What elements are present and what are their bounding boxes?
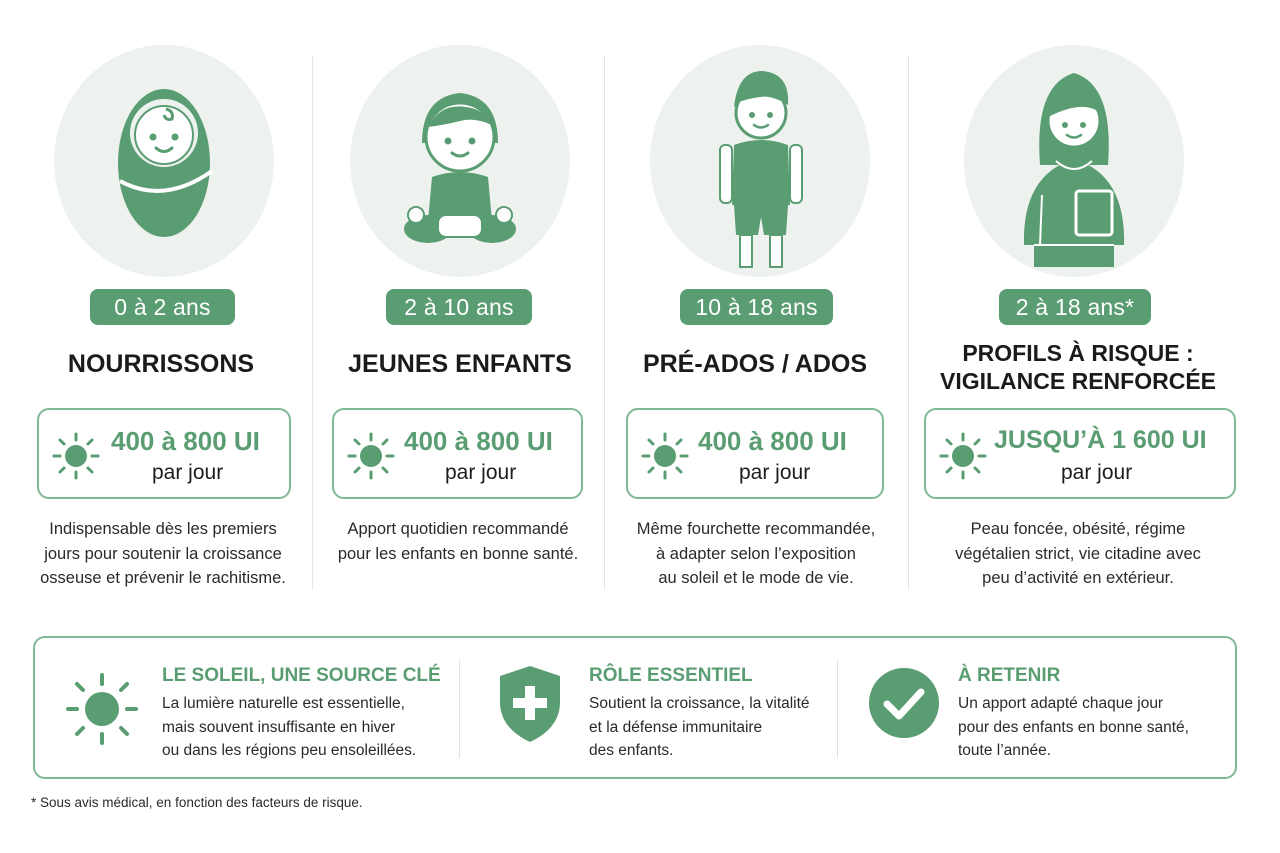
check-circle-icon bbox=[868, 667, 940, 739]
info-line: et la défense immunitaire bbox=[589, 718, 763, 736]
dose-unit: par jour bbox=[445, 461, 517, 484]
shield-plus-icon bbox=[498, 664, 562, 744]
info-line: Soutient la croissance, la vitalité bbox=[589, 695, 810, 712]
dose-unit: par jour bbox=[1061, 461, 1133, 484]
column-divider bbox=[604, 56, 605, 590]
column-divider bbox=[908, 56, 909, 590]
age-badge: 10 à 18 ans bbox=[680, 289, 833, 325]
teen-boy-backpack-icon bbox=[650, 45, 870, 277]
dose-box bbox=[37, 408, 291, 499]
dose-value: 400 à 800 UI bbox=[698, 426, 847, 456]
dose-unit: par jour bbox=[739, 461, 811, 484]
description-line: végétalien strict, vie citadine avec bbox=[955, 544, 1201, 563]
info-line: mais souvent insuffisante en hiver bbox=[162, 718, 396, 736]
sitting-toddler-icon bbox=[350, 45, 570, 277]
info-panel bbox=[33, 636, 1237, 779]
group-infants bbox=[30, 0, 300, 600]
info-line: ou dans les régions peu ensoleillées. bbox=[162, 742, 417, 759]
description-line: Peau foncée, obésité, régime bbox=[970, 520, 1186, 538]
group-description bbox=[30, 517, 296, 591]
info-text bbox=[589, 692, 829, 763]
description-line: Même fourchette recommandée, bbox=[636, 520, 876, 538]
group-title-line: VIGILANCE RENFORCÉE bbox=[939, 368, 1217, 394]
sun-icon bbox=[641, 432, 689, 480]
footnote: * Sous avis médical, en fonction des facteurs de risque. bbox=[31, 795, 363, 810]
sun-icon bbox=[347, 432, 395, 480]
info-sun bbox=[35, 638, 459, 777]
illustration-circle bbox=[54, 45, 274, 277]
dose-value: 400 à 800 UI bbox=[404, 426, 553, 456]
group-young-children bbox=[322, 0, 592, 600]
group-description bbox=[322, 517, 594, 566]
info-text bbox=[958, 692, 1228, 763]
info-role bbox=[460, 638, 837, 777]
info-heading: RÔLE ESSENTIEL bbox=[589, 665, 753, 686]
info-text bbox=[162, 692, 452, 763]
group-at-risk bbox=[920, 0, 1250, 600]
dose-unit: par jour bbox=[152, 461, 224, 484]
info-line: toute l’année. bbox=[958, 742, 1052, 759]
description-line: au soleil et le mode de vie. bbox=[658, 569, 854, 587]
group-title bbox=[322, 350, 598, 378]
age-badge: 2 à 18 ans* bbox=[999, 289, 1151, 325]
dose-box bbox=[626, 408, 884, 499]
group-title-line: PRÉ-ADOS / ADOS bbox=[642, 350, 868, 378]
swaddled-baby-icon bbox=[54, 45, 274, 277]
illustration-circle bbox=[350, 45, 570, 277]
illustration-circle bbox=[650, 45, 870, 277]
dose-value: JUSQU’À 1 600 UI bbox=[994, 426, 1207, 454]
sun-icon bbox=[65, 672, 139, 746]
description-line: à adapter selon l’exposition bbox=[656, 544, 856, 563]
sun-icon bbox=[52, 432, 100, 480]
info-line: des enfants. bbox=[589, 742, 674, 759]
dose-box bbox=[924, 408, 1236, 499]
group-title bbox=[30, 350, 292, 378]
dose-box bbox=[332, 408, 583, 499]
info-remember bbox=[838, 638, 1235, 777]
group-title-line: PROFILS À RISQUE : bbox=[962, 340, 1194, 366]
description-line: jours pour soutenir la croissance bbox=[44, 544, 282, 563]
age-badge: 2 à 10 ans bbox=[386, 289, 532, 325]
group-description bbox=[920, 517, 1236, 591]
group-description bbox=[618, 517, 894, 591]
teen-girl-book-icon bbox=[964, 45, 1184, 277]
info-heading: LE SOLEIL, UNE SOURCE CLÉ bbox=[162, 665, 441, 686]
dose-value: 400 à 800 UI bbox=[111, 426, 260, 456]
description-line: Apport quotidien recommandé bbox=[347, 520, 569, 538]
info-line: pour des enfants en bonne santé, bbox=[958, 718, 1189, 736]
info-line: Un apport adapté chaque jour bbox=[958, 695, 1164, 712]
column-divider bbox=[312, 56, 313, 590]
group-title-line: JEUNES ENFANTS bbox=[348, 350, 572, 378]
sun-icon bbox=[939, 432, 987, 480]
group-title bbox=[920, 339, 1236, 395]
description-line: Indispensable dès les premiers bbox=[49, 520, 277, 538]
description-line: pour les enfants en bonne santé. bbox=[337, 544, 579, 563]
age-badge: 0 à 2 ans bbox=[90, 289, 235, 325]
description-line: peu d’activité en extérieur. bbox=[982, 569, 1174, 587]
description-line: osseuse et prévenir le rachitisme. bbox=[40, 569, 286, 587]
info-line: La lumière naturelle est essentielle, bbox=[162, 695, 405, 712]
group-title-line: NOURRISSONS bbox=[67, 350, 255, 378]
illustration-circle bbox=[964, 45, 1184, 277]
group-teens bbox=[618, 0, 898, 600]
info-heading: À RETENIR bbox=[958, 665, 1061, 686]
group-title bbox=[618, 350, 892, 378]
